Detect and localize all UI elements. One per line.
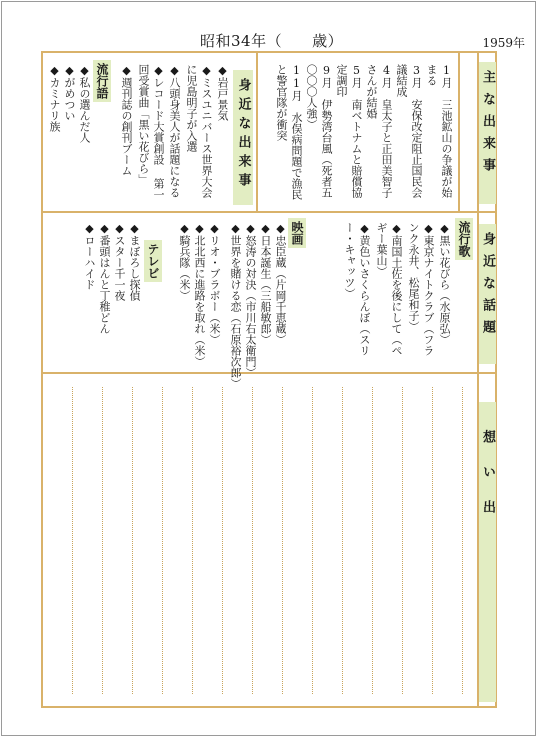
year-label: 1959年 [482, 36, 525, 50]
tv-item: ◆ローハイド [83, 222, 96, 290]
movie-item: ◆騎兵隊（米） [178, 222, 191, 301]
tv-item: ◆まぼろし探偵 [128, 222, 141, 301]
writing-line [252, 387, 253, 694]
movie-item: ◆リオ・ブラボー（米） [208, 222, 221, 345]
writing-line [312, 387, 313, 694]
page-title [200, 30, 343, 51]
movies-label: 映画 [288, 218, 306, 248]
movie-item: ◆世界を賭ける恋（石原裕次郎） [229, 222, 242, 389]
memories-header [479, 402, 496, 702]
song-item: ◆東京ナイトクラブ（フランク永井、松尾和子） [407, 222, 435, 356]
memories-header-text: 想い出 [480, 430, 495, 535]
writing-line [432, 387, 433, 694]
main-events-header-text: 主な出来事 [480, 70, 495, 180]
title-era: 昭和34年（ [200, 32, 283, 50]
writing-line [342, 387, 343, 694]
writing-line [162, 387, 163, 694]
main-events-header [479, 62, 496, 204]
writing-line [72, 387, 73, 694]
tv-list [80, 222, 142, 367]
main-event-item: 11月 水俣病問題で漁民と警官隊が衝突 [275, 64, 303, 200]
writing-line [402, 387, 403, 694]
nearby-event-item: ◆岩戸景気 [216, 64, 229, 121]
nearby-event-item: ◆レコード大賞創設 第一回受賞曲「黒い花びら」 [137, 64, 165, 200]
buzzwords-label: 流行語 [93, 60, 111, 102]
writing-line [192, 387, 193, 694]
song-item: ◆南国土佐を後にして（ペギー葉山） [375, 222, 403, 356]
songs-label: 流行歌 [455, 218, 473, 260]
nearby-event-item: ◆週刊誌の創刊ブーム [120, 64, 133, 176]
writing-line [222, 387, 223, 694]
buzzword-item: ◆カミナリ族 [48, 64, 61, 132]
main-event-item: 9月 伊勢湾台風（死者五〇〇〇人強） [305, 64, 333, 198]
divider-top [41, 211, 497, 213]
main-event-item: 5月 南ベトナムと賠償協定調印 [335, 64, 363, 198]
nearby-event-item: ◆ミスユニバース世界大会に児島明子が入選 [185, 64, 213, 198]
writing-line [282, 387, 283, 694]
writing-line [132, 387, 133, 694]
tv-item: ◆番頭はんと丁稚どん [98, 222, 111, 334]
main-event-item: 3月 安保改定阻止国民会議結成 [395, 64, 423, 198]
tv-label: テレビ [144, 240, 162, 282]
main-event-item: 1月 三池鉱山の争議が始まる [425, 64, 453, 198]
nearby-events-divider [256, 51, 258, 212]
movies-list [160, 222, 288, 389]
buzzwords-list [50, 64, 92, 204]
writing-line [102, 387, 103, 694]
movie-item: ◆忠臣蔵（片岡千恵蔵） [274, 222, 287, 345]
songs-list [343, 222, 452, 367]
nearby-event-item: ◆八頭身美人が話題になる [168, 64, 181, 198]
movie-item: ◆日本誕生（三船敏郎） [259, 222, 272, 345]
writing-line [462, 387, 463, 694]
main-events-divider [458, 51, 460, 212]
nearby-events-header-text: 身近な出来事 [235, 78, 251, 192]
nearby-events-header [233, 70, 253, 205]
buzzword-item: ◆がめつい [63, 64, 76, 121]
movie-item: ◆北北西に進路を取れ（米） [193, 222, 206, 367]
title-unit: 歳） [312, 32, 344, 50]
song-item: ◆黄色いさくらんぼ（スリー・キャッツ） [343, 222, 371, 356]
main-events-list [262, 64, 454, 206]
main-event-item: 4月 皇太子と正田美智子さんが結婚 [365, 64, 393, 198]
nearby-events-list [118, 64, 230, 206]
divider-middle [41, 372, 497, 374]
writing-line [372, 387, 373, 694]
movie-item: ◆怒涛の対決（市川右太衛門） [244, 222, 257, 378]
buzzword-item: ◆私の選んだ人 [78, 64, 91, 143]
tv-item: ◆スター千一夜 [113, 222, 126, 301]
topics-header-text: 身近な話題 [480, 232, 495, 342]
song-item: ◆黒い花びら（水原弘） [438, 222, 451, 345]
topics-header [479, 224, 496, 364]
